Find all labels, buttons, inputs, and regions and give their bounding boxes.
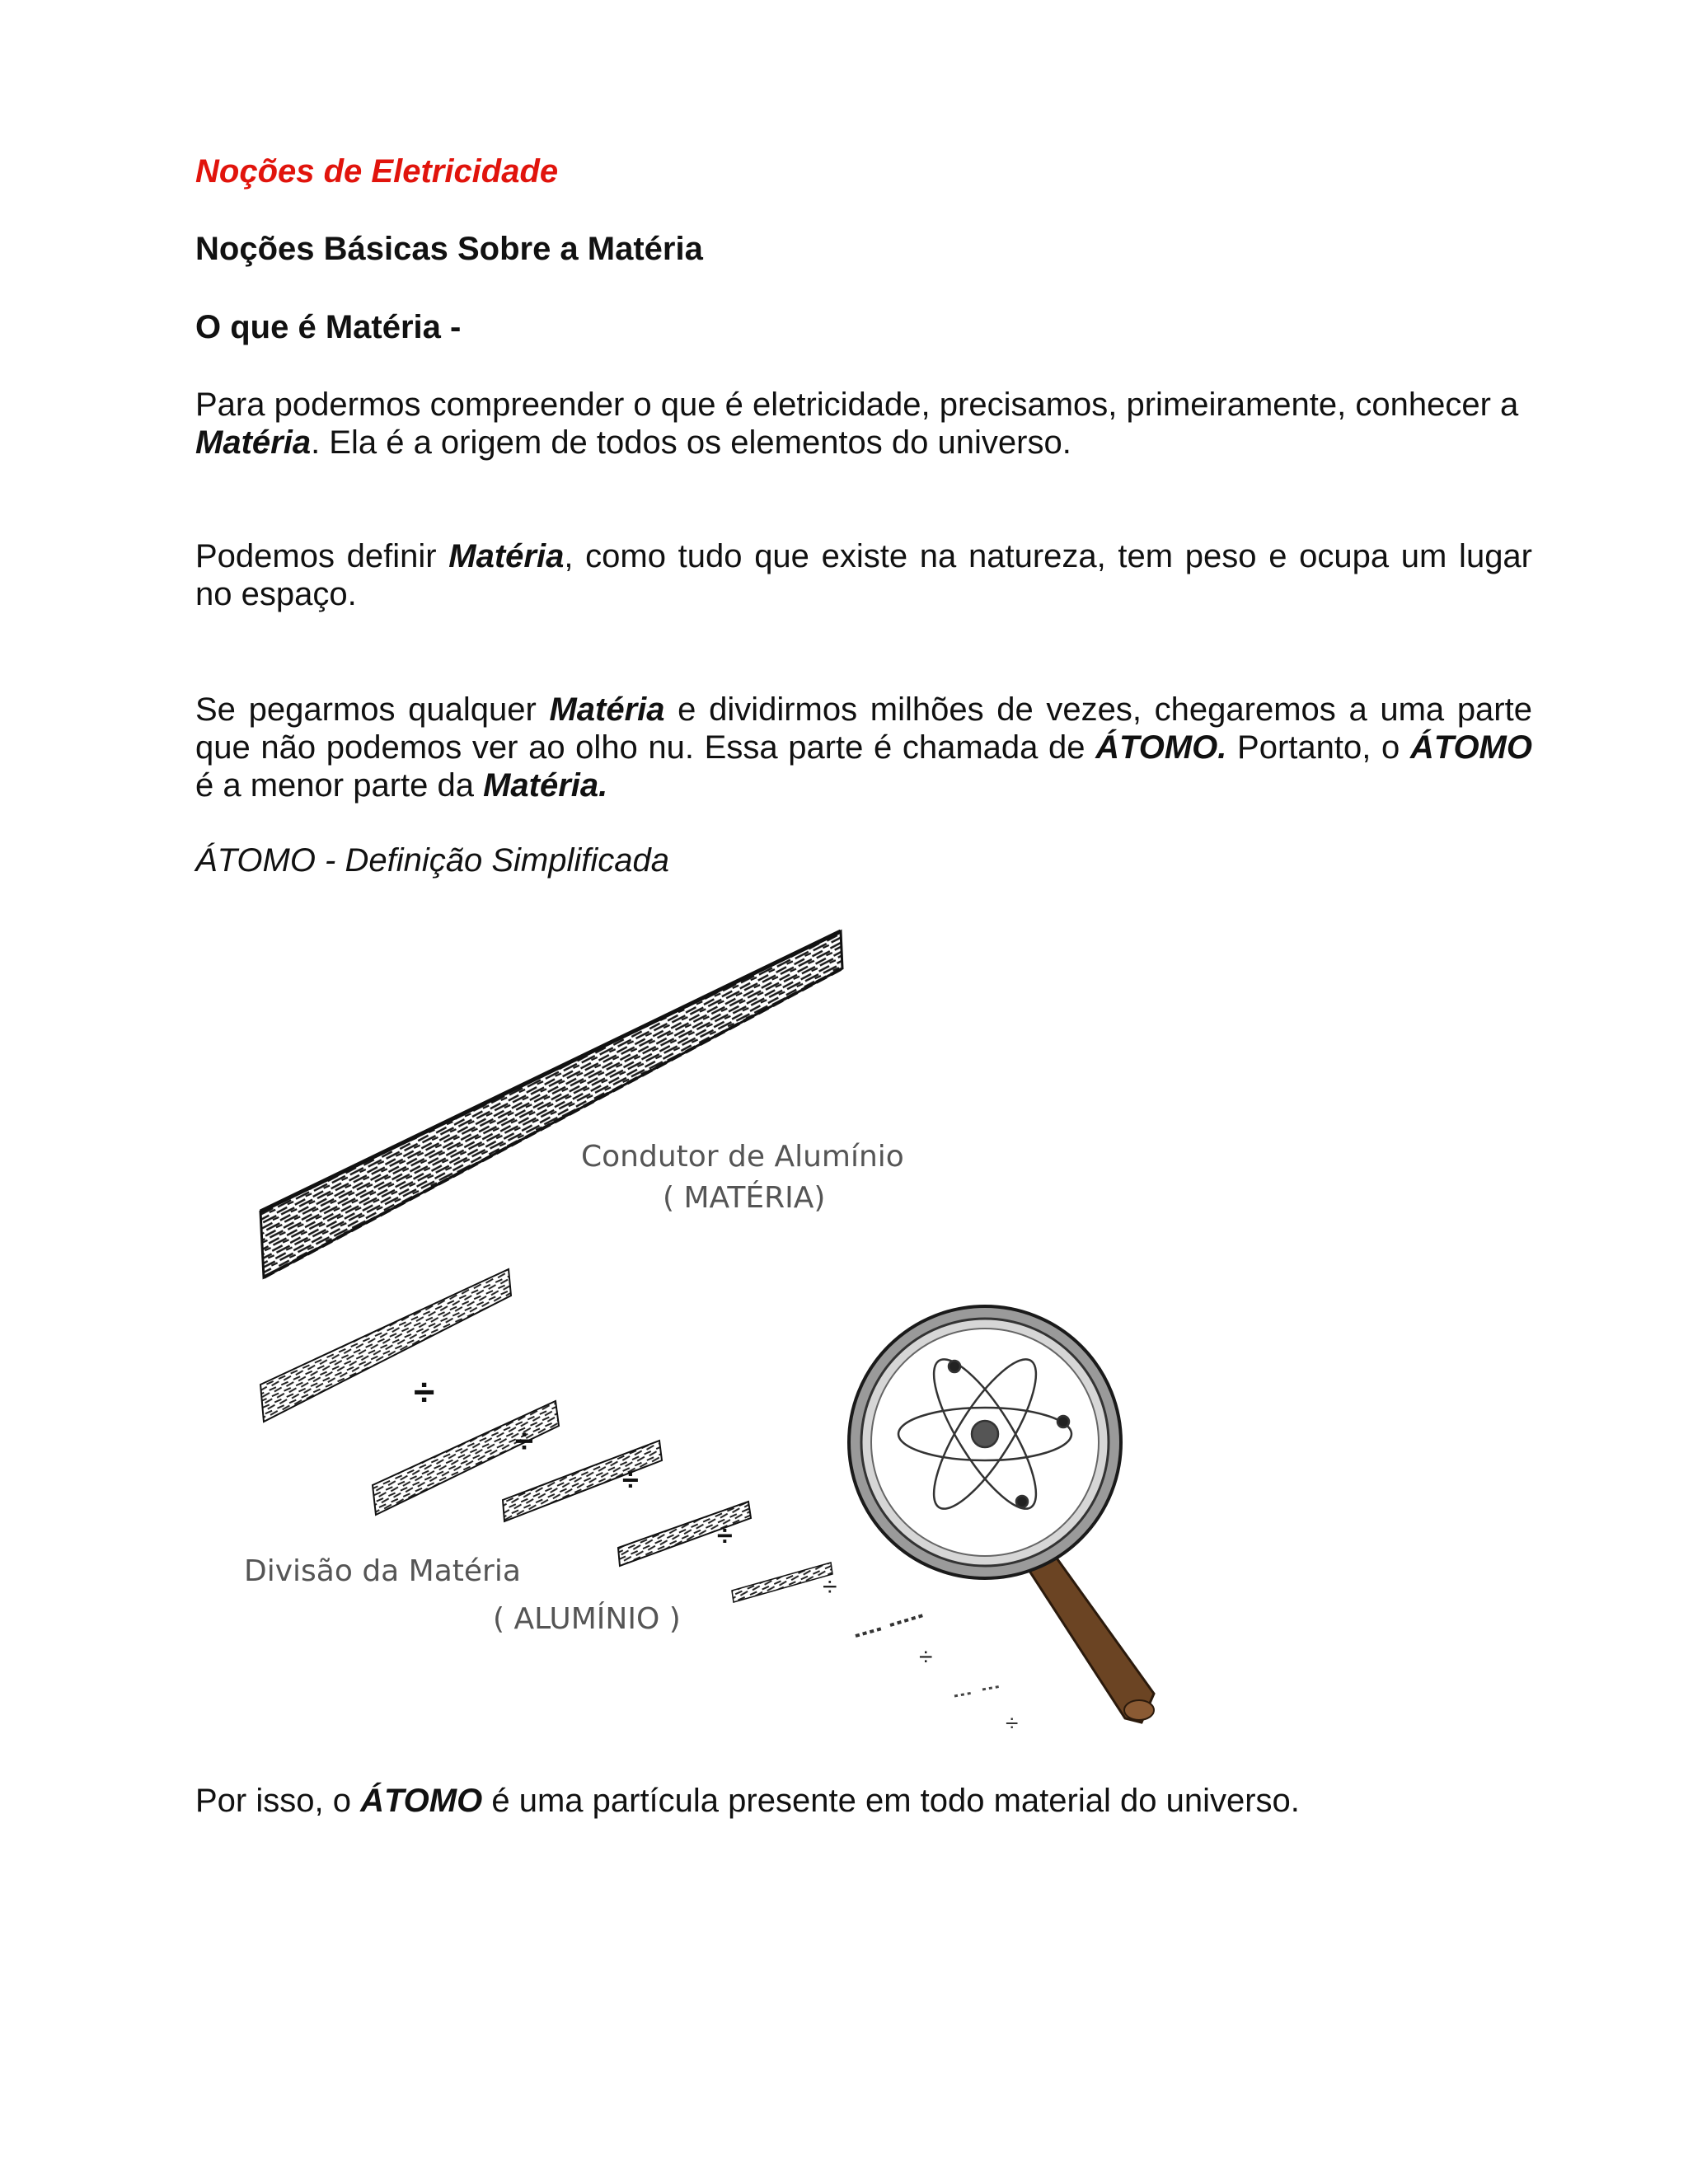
subheading: O que é Matéria - (195, 309, 462, 345)
p1-emphasis-materia: Matéria (195, 424, 312, 461)
label-division-line1: Divisão da Matéria (244, 1554, 521, 1588)
p1-text-1: Para podermos compreender o que é eletricidade, precisamos, primeiramente, conhecer a (195, 387, 1519, 423)
division-sign-3: ÷ (622, 1463, 639, 1497)
division-sign-2: ÷ (515, 1423, 533, 1460)
p3-text-3: Portanto, o (1226, 729, 1410, 766)
paragraph-1 (195, 386, 1532, 462)
divided-piece-1 (260, 1269, 511, 1422)
label-conductor-line2: ( MATÉRIA) (663, 1181, 826, 1215)
paragraph-2 (195, 537, 1532, 613)
p2-text-1: Podemos definir (195, 538, 449, 574)
p1-text-2: . Ela é a origem de todos os elementos do universo. (311, 424, 1071, 461)
division-sign-5: ÷ (823, 1572, 837, 1601)
division-sign-7: ÷ (1006, 1710, 1019, 1736)
atom-division-illustration (231, 915, 1170, 1739)
document-title: Noções de Eletricidade (195, 153, 559, 190)
p2-text-2: , como tudo que existe na natureza, tem peso e ocupa um lugar no espaço. (195, 538, 1532, 612)
magnifying-glass (849, 1306, 1154, 1722)
p3-text-2: e dividirmos milhões de vezes, chegaremos a uma parte que não podemos ver ao olho nu. Essa parte é chamada de (195, 691, 1532, 766)
division-sign-4: ÷ (717, 1521, 733, 1552)
aluminum-conductor-bar (260, 931, 842, 1277)
division-sign-1: ÷ (414, 1371, 435, 1413)
p3-text-4: é a menor parte da (195, 767, 484, 804)
label-conductor-line1: Condutor de Alumínio (581, 1140, 904, 1174)
p3-text-1: Se pegarmos qualquer (195, 691, 550, 728)
p3-emphasis-atomo-2: ÁTOMO (1409, 729, 1532, 766)
p2-emphasis-materia: Matéria (448, 538, 565, 574)
section-heading: Noções Básicas Sobre a Matéria (195, 231, 703, 267)
figure-caption: ÁTOMO - Definição Simplificada (195, 842, 669, 879)
label-division-line2: ( ALUMÍNIO ) (493, 1602, 681, 1636)
divided-piece-6 (856, 1615, 923, 1636)
closing-paragraph (195, 1783, 1300, 1820)
paragraph-3 (195, 691, 1532, 804)
closing-text-1: Por isso, o (195, 1783, 361, 1819)
divided-piece-5 (732, 1563, 832, 1602)
p3-emphasis-atomo: ÁTOMO. (1095, 729, 1227, 766)
closing-text-2: é uma partícula presente em todo material do universo. (482, 1783, 1300, 1819)
illustration-svg (231, 915, 1170, 1739)
closing-emphasis-atomo: ÁTOMO (360, 1783, 483, 1819)
p3-emphasis-materia: Matéria (549, 691, 665, 728)
division-sign-6: ÷ (919, 1643, 933, 1671)
divided-piece-7 (954, 1686, 1001, 1696)
p3-emphasis-materia-2: Matéria. (483, 767, 608, 804)
